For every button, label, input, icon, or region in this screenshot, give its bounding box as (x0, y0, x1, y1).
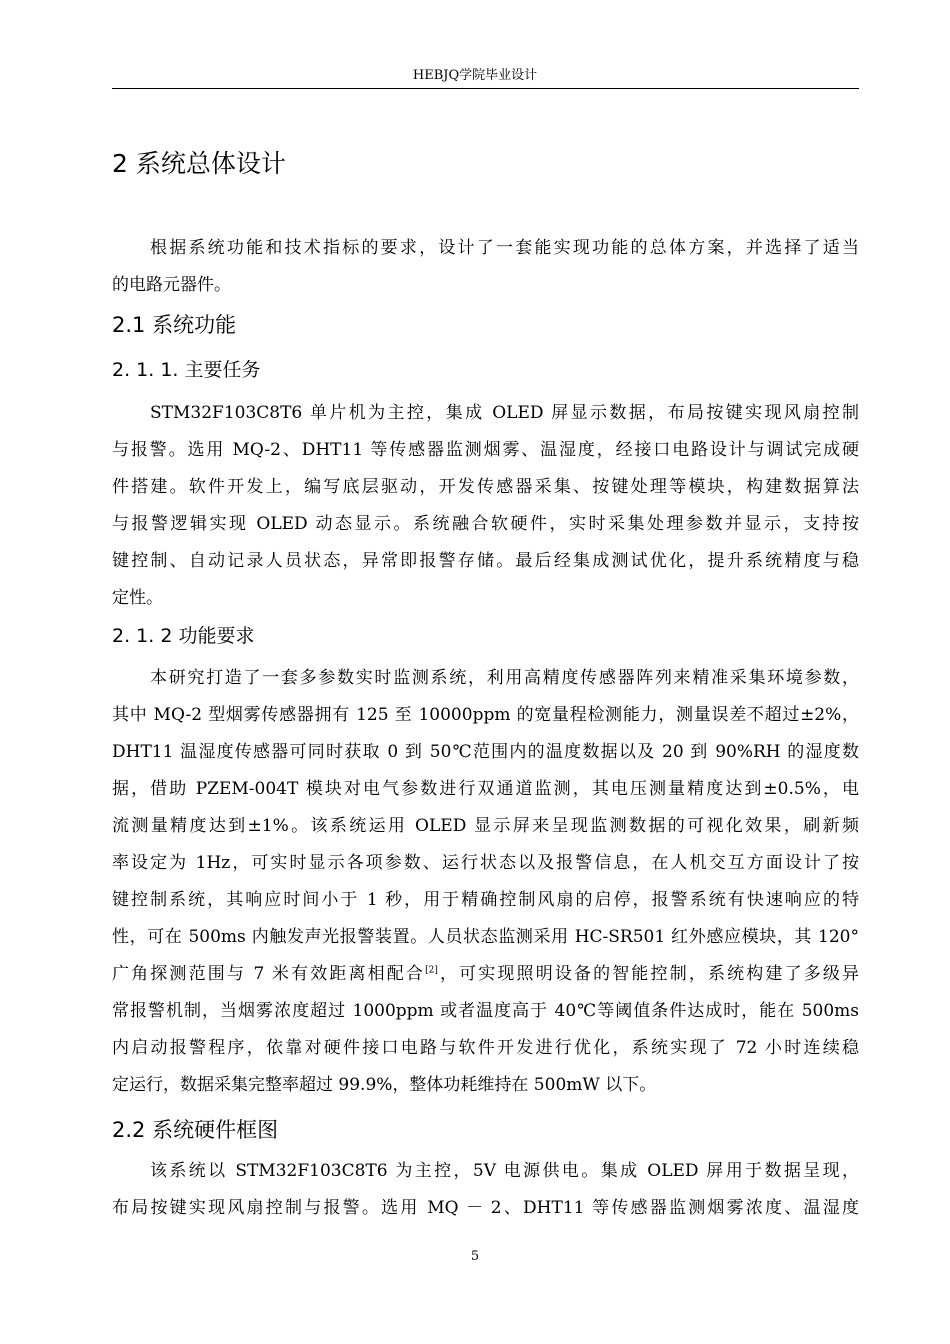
subsection-heading-2-1-2: 2. 1. 2 功能要求 (112, 625, 255, 647)
subsection-heading-2-1-1: 2. 1. 1. 主要任务 (112, 359, 261, 381)
paragraph-line: 其中 MQ-2 型烟雾传感器拥有 125 至 10000ppm 的宽量程检测能力，测量误差不超过±2%， (112, 705, 859, 725)
paragraph-line: 与报警。选用 MQ-2、DHT11 等传感器监测烟雾、温湿度，经接口电路设计与调试完成硬 (112, 440, 859, 460)
paragraph-line: 常报警机制，当烟雾浓度超过 1000ppm 或者温度高于 40℃等阈值条件达成时，能在 500ms (112, 1001, 859, 1021)
line-segment: ，可实现照明设备的智能控制，系统构建了多级异 (437, 964, 860, 984)
paragraph-line: 流测量精度达到±1%。该系统运用 OLED 显示屏来呈现监测数据的可视化效果，刷新频 (112, 816, 859, 836)
section-heading-2-2: 2.2 系统硬件框图 (112, 1118, 279, 1142)
paragraph-line: 与报警逻辑实现 OLED 动态显示。系统融合软硬件，实时采集处理参数并显示，支持按 (112, 514, 859, 534)
paragraph-line: 本研究打造了一套多参数实时监测系统，利用高精度传感器阵列来精准采集环境参数， (150, 668, 859, 688)
paragraph-line: STM32F103C8T6 单片机为主控，集成 OLED 屏显示数据，布局按键实现风扇控制 (150, 403, 859, 423)
paragraph-line: 根据系统功能和技术指标的要求，设计了一套能实现功能的总体方案，并选择了适当 (150, 238, 859, 258)
section-heading-2-1: 2.1 系统功能 (112, 313, 237, 337)
paragraph-function-requirements (112, 660, 859, 1104)
paragraph-line: 的电路元器件。 (112, 275, 231, 295)
paragraph-line-with-citation (112, 956, 859, 993)
citation-marker[interactable]: [2] (425, 965, 438, 976)
header-divider (112, 88, 859, 89)
paragraph-main-tasks (112, 395, 859, 617)
paragraph-line: 率设定为 1Hz，可实时显示各项参数、运行状态以及报警信息，在人机交互方面设计了按 (112, 853, 859, 873)
header-title: HEBJQ学院毕业设计 (412, 68, 538, 83)
line-segment: 广角探测范围与 7 米有效距离相配合 (112, 964, 426, 984)
page-number: 5 (470, 1249, 480, 1264)
paragraph-line: 内启动报警程序，依靠对硬件接口电路与软件开发进行优化，系统实现了 72 小时连续稳 (112, 1038, 859, 1058)
paragraph-line: 件搭建。软件开发上，编写底层驱动，开发传感器采集、按键处理等模块，构建数据算法 (112, 477, 859, 497)
paragraph-line: 定性。 (112, 588, 163, 608)
paragraph-hardware-diagram (112, 1153, 859, 1227)
paragraph-line: 性，可在 500ms 内触发声光报警装置。人员状态监测采用 HC-SR501 红外感应模块，其 120° (112, 927, 859, 947)
chapter-intro (112, 230, 859, 304)
paragraph-line: DHT11 温湿度传感器可同时获取 0 到 50℃范围内的温度数据以及 20 到 90%RH 的湿度数 (112, 742, 859, 762)
paragraph-line: 键控制、自动记录人员状态，异常即报警存储。最后经集成测试优化，提升系统精度与稳 (112, 551, 859, 571)
paragraph-line: 定运行，数据采集完整率超过 99.9%，整体功耗维持在 500mW 以下。 (112, 1075, 657, 1095)
paragraph-line: 据，借助 PZEM-004T 模块对电气参数进行双通道监测，其电压测量精度达到±0.5%，电 (112, 779, 859, 799)
paragraph-line: 布局按键实现风扇控制与报警。选用 MQ － 2、DHT11 等传感器监测烟雾浓度、温湿度 (112, 1198, 859, 1218)
chapter-heading: 2 系统总体设计 (112, 149, 286, 178)
paragraph-line: 该系统以 STM32F103C8T6 为主控，5V 电源供电。集成 OLED 屏用于数据呈现， (150, 1161, 859, 1181)
paragraph-line: 键控制系统，其响应时间小于 1 秒，用于精确控制风扇的启停，报警系统有快速响应的特 (112, 890, 859, 910)
